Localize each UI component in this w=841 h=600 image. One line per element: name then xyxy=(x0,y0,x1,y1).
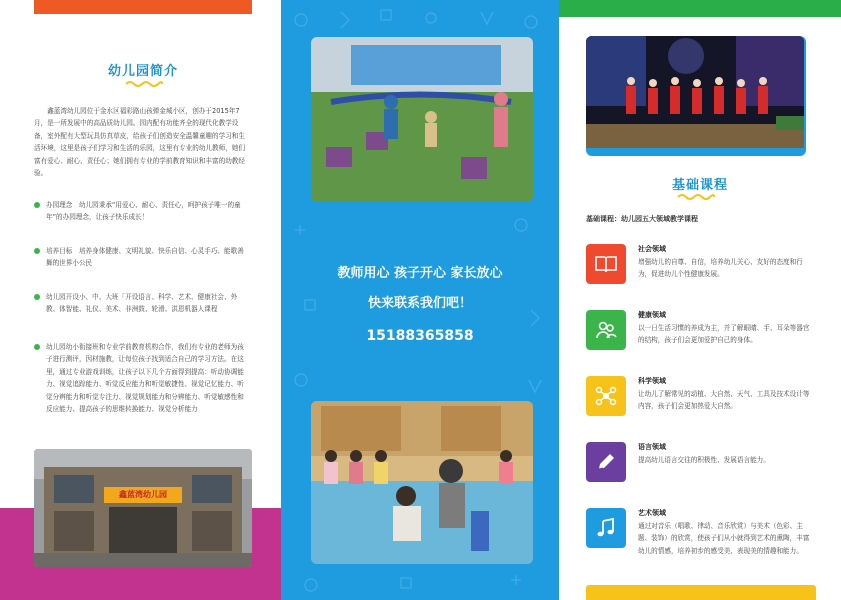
courses-subtitle: 基础课程：幼儿园五大领域教学课程 xyxy=(586,215,698,223)
course-item-health xyxy=(586,310,814,360)
course-title: 语言领域 xyxy=(638,443,666,451)
bullet-dot-icon xyxy=(34,344,40,350)
bullet-text: 幼儿园开设小、中、大班「开设语言、科学、艺术、健康社会、外教、体智能、礼仪、美术、非洲鼓、轮滑、洪恩机器人课程 xyxy=(46,293,238,314)
bullet-item xyxy=(34,199,250,224)
children-playing-photo xyxy=(311,37,533,202)
course-item-art xyxy=(586,508,814,574)
course-item-social xyxy=(586,244,814,294)
book-icon xyxy=(586,244,626,284)
course-title: 科学领域 xyxy=(638,377,666,385)
course-desc: 以一日生活习惯的养成为主，并了解眼睛、手、耳朵等器官的结构，孩子们会更加爱护自己的身体。 xyxy=(638,324,810,345)
top-orange-bar xyxy=(34,0,252,14)
course-item-language xyxy=(586,442,814,492)
course-title: 健康领域 xyxy=(638,311,666,319)
bullet-dot-icon xyxy=(34,202,40,208)
middle-panel xyxy=(281,0,559,600)
bullet-dot-icon xyxy=(34,248,40,254)
course-desc: 增强幼儿的自尊、自信，培养幼儿关心、友好的态度和行为，促进幼儿个性健康发展。 xyxy=(638,258,803,279)
intro-title: 幼儿园简介 xyxy=(108,64,179,79)
bullet-text: 办园理念 幼儿园秉承“用爱心、耐心、责任心，呵护孩子唯一的童年”的办园理念，让孩子快乐成长！ xyxy=(46,201,241,222)
bullet-item xyxy=(34,341,250,415)
storytime-photo xyxy=(311,401,533,564)
building-sign: 鑫蓝湾幼儿园 xyxy=(119,490,167,499)
stage-performance-photo xyxy=(586,36,804,148)
course-title: 艺术领域 xyxy=(638,509,666,517)
phone-number: 15188365858 xyxy=(366,328,474,344)
people-icon xyxy=(586,310,626,350)
wave-divider-icon xyxy=(124,80,164,88)
right-panel xyxy=(559,0,841,600)
molecule-icon xyxy=(586,376,626,416)
course-desc: 提高幼儿语言交往的积极性、发展语言能力。 xyxy=(638,456,770,464)
top-green-bar xyxy=(559,0,841,17)
course-desc: 通过对音乐（唱歌、律动、音乐欣赏）与美术（色彩、主题、装饰）的欣赏，使孩子们从小就得到艺术的熏陶，丰富幼儿的情感，培养初步的感受美、表现美的情趣和能力。 xyxy=(638,522,810,555)
course-desc: 让幼儿了解常见的动植、大自然、天气、工具及技术设计等内容，孩子们会更加热爱大自然。 xyxy=(638,390,810,411)
bullet-text: 幼儿园幼小衔接班和专业学前教育机构合作，我们有专业的老师为孩子进行测评，因材施教，让每位孩子找到适合自己的学习方法。在这里，通过专业游戏训练，让孩子以下几个方面得到提高：听动协调能力、视觉追踪能力、听觉反应能力和听觉敏捷性、视觉记忆能力、听觉分辨能力和听觉专注力、视觉规划能力和分辨能力、听觉敏感性和反应能力、提高孩子的思维转换能力、视觉分析能力 xyxy=(46,343,244,414)
kindergarten-building-photo xyxy=(34,449,252,567)
bullet-dot-icon xyxy=(34,294,40,300)
bottom-yellow-bar xyxy=(586,585,816,600)
pencil-icon xyxy=(586,442,626,482)
intro-paragraph: 鑫蓝湾幼儿园位于金水区福彩路山孩弹金城小区，创办于2015年7月，是一所发展中的高品质幼儿园。园内配有功能齐全的现代化教学设备，室外配有大型玩具仿真草皮，给孩子们创造安全温馨童趣的学习和生活环境，这里是孩子们学习和生活的乐园，这里有专业的幼儿教师，她们富有爱心、耐心、责任心；她们拥有专业的学前教育知识和丰富的幼教经验。 xyxy=(34,107,245,178)
course-title: 社会领域 xyxy=(638,245,666,253)
bullet-item xyxy=(34,291,250,316)
wave-divider-icon xyxy=(676,193,716,201)
left-panel xyxy=(0,0,281,600)
bullet-text: 培养目标 培养身体健康、文明礼貌、快乐自信、心灵手巧、能歌善舞的世界小公民 xyxy=(46,247,244,268)
course-item-science xyxy=(586,376,814,426)
courses-title: 基础课程 xyxy=(672,178,729,193)
bullet-item xyxy=(34,245,250,270)
slogan-text: 教师用心 孩子开心 家长放心 xyxy=(337,266,503,281)
contact-prompt: 快来联系我们吧！ xyxy=(367,296,472,311)
music-note-icon xyxy=(586,508,626,548)
